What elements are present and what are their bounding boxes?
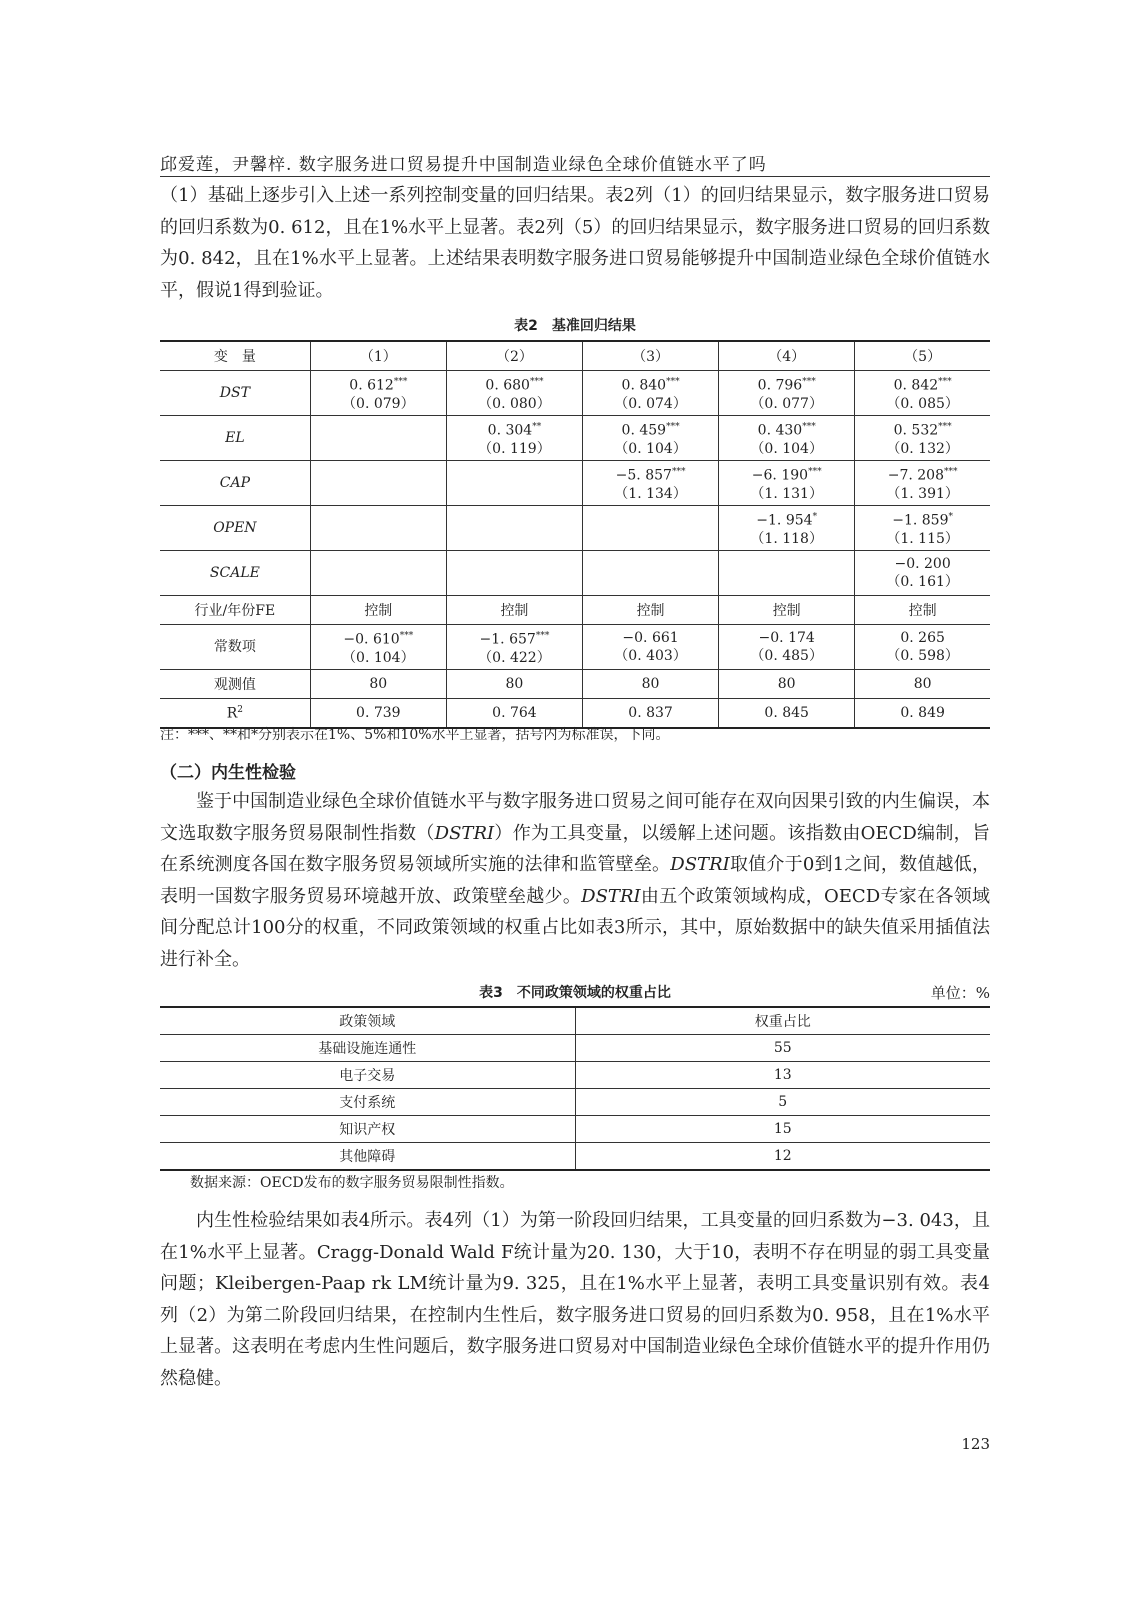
std-error: （1. 118） bbox=[750, 530, 823, 547]
table-header-cell: 权重占比 bbox=[575, 1007, 990, 1035]
table-cell: 80 bbox=[855, 670, 990, 699]
significance-stars: *** bbox=[808, 467, 822, 478]
coef-value: −1. 859* bbox=[892, 512, 953, 529]
coef-value: 0. 680*** bbox=[485, 377, 544, 394]
std-error: （1. 131） bbox=[750, 485, 823, 502]
table-cell bbox=[855, 551, 990, 596]
table3-policy-weights bbox=[160, 1006, 990, 1171]
table-cell bbox=[446, 371, 582, 416]
table-cell bbox=[446, 461, 582, 506]
table-row bbox=[160, 1062, 990, 1089]
endo-paragraph bbox=[160, 786, 990, 975]
table-cell: 控制 bbox=[583, 596, 719, 625]
table-row bbox=[160, 1116, 990, 1143]
coef-value: 0. 265 bbox=[900, 630, 945, 646]
table-cell: 80 bbox=[719, 670, 855, 699]
table-row bbox=[160, 506, 990, 551]
endo-text: 鉴于中国制造业绿色全球价值链水平与数字服务进口贸易之间可能存在双向因果引致的内生偏误，本文选取数字服务贸易限制性指数（DSTRI）作为工具变量，以缓解上述问题。该指数由OECD编制，旨在系统测度各国在数字服务贸易领域所实施的法律和监管壁垒。DSTRI取值介于0到1之间，数值越低，表明一国数字服务贸易环境越开放、政策壁垒越少。DSTRI由五个政策领域构成，OECD专家在各领域间分配总计100分的权重，不同政策领域的权重占比如表3所示，其中，原始数据中的缺失值采用插值法进行补全。 bbox=[160, 791, 991, 970]
significance-stars: *** bbox=[938, 422, 952, 433]
table-cell bbox=[719, 461, 855, 506]
running-header: 邱爱莲，尹馨梓. 数字服务进口贸易提升中国制造业绿色全球价值链水平了吗 bbox=[160, 155, 767, 175]
significance-stars: *** bbox=[399, 631, 414, 642]
table-cell bbox=[583, 371, 719, 416]
dstri-term: DSTRI bbox=[581, 885, 641, 907]
table-cell bbox=[583, 461, 719, 506]
table-header-cell: 政策领域 bbox=[160, 1007, 575, 1035]
table-row bbox=[160, 670, 990, 699]
std-error: （0. 074） bbox=[614, 395, 687, 412]
variable-name: CAP bbox=[160, 461, 310, 506]
row-label: 行业/年份FE bbox=[160, 596, 310, 625]
table-cell bbox=[310, 416, 446, 461]
table-cell: 5 bbox=[575, 1089, 990, 1116]
coef-value: −6. 190*** bbox=[751, 467, 822, 484]
table-cell: 0. 764 bbox=[446, 699, 582, 729]
table-cell: 0. 837 bbox=[583, 699, 719, 729]
table-cell bbox=[583, 625, 719, 670]
table-cell: 控制 bbox=[855, 596, 990, 625]
table-cell: 支付系统 bbox=[160, 1089, 575, 1116]
coef-value: 0. 430*** bbox=[757, 422, 816, 439]
table-cell: 控制 bbox=[719, 596, 855, 625]
table-header-cell: 变 量 bbox=[160, 341, 310, 371]
table-row bbox=[160, 551, 990, 596]
result-text: 内生性检验结果如表4所示。表4列（1）为第一阶段回归结果，工具变量的回归系数为−3. 043，且在1%水平上显著。Cragg-Donald Wald F统计量为20. 130，大于10，表明不存在明显的弱工具变量问题；Kleibergen-Paap rk LM统计量为9. 325，且在1%水平上显著，表明工具变量识别有效。表4列（2）为第二阶段回归结果，在控制内生性后，数字服务进口贸易的回归系数为0. 958，且在1%水平上显著。这表明在考虑内生性问题后，数字服务进口贸易对中国制造业绿色全球价值链水平的提升作用仍然稳健。 bbox=[160, 1210, 990, 1389]
coef-value: −7. 208*** bbox=[887, 467, 958, 484]
table-header-cell: （5） bbox=[855, 341, 990, 371]
table-cell bbox=[310, 461, 446, 506]
table-cell bbox=[719, 551, 855, 596]
significance-stars: *** bbox=[671, 467, 686, 478]
table-cell bbox=[855, 461, 990, 506]
table-cell bbox=[855, 506, 990, 551]
coef-value: −0. 200 bbox=[894, 556, 951, 572]
table-row bbox=[160, 461, 990, 506]
std-error: （0. 080） bbox=[478, 395, 551, 412]
table3-source: 数据来源：OECD发布的数字服务贸易限制性指数。 bbox=[190, 1175, 514, 1191]
table-header-cell: （2） bbox=[446, 341, 582, 371]
table-header-cell: （1） bbox=[310, 341, 446, 371]
r2-superscript: 2 bbox=[237, 704, 244, 715]
table-row bbox=[160, 1089, 990, 1116]
table2-baseline-regression bbox=[160, 340, 990, 729]
table2-note: 注：***、**和*分别表示在1%、5%和10%水平上显著，括号内为标准误，下同。 bbox=[160, 727, 670, 743]
significance-stars: *** bbox=[666, 377, 680, 388]
intro-paragraph bbox=[160, 180, 990, 306]
page-number: 123 bbox=[961, 1435, 990, 1453]
table-cell: 80 bbox=[583, 670, 719, 699]
std-error: （0. 104） bbox=[750, 440, 823, 457]
table-row bbox=[160, 1035, 990, 1062]
table-row bbox=[160, 1143, 990, 1171]
table-cell: 0. 739 bbox=[310, 699, 446, 729]
coef-value: −5. 857*** bbox=[615, 467, 686, 484]
table-cell bbox=[310, 551, 446, 596]
coef-value: 0. 796*** bbox=[757, 377, 816, 394]
variable-name: OPEN bbox=[160, 506, 310, 551]
std-error: （0. 104） bbox=[614, 440, 687, 457]
table-cell: 12 bbox=[575, 1143, 990, 1171]
table-cell bbox=[446, 551, 582, 596]
table-cell: 13 bbox=[575, 1062, 990, 1089]
table-header-row bbox=[160, 1007, 990, 1035]
table-cell bbox=[583, 506, 719, 551]
table-cell: 其他障碍 bbox=[160, 1143, 575, 1171]
table-cell bbox=[583, 551, 719, 596]
result-paragraph bbox=[160, 1205, 990, 1394]
variable-name: DST bbox=[160, 371, 310, 416]
std-error: （0. 422） bbox=[478, 649, 551, 666]
table2-caption: 表2 基准回归结果 bbox=[514, 318, 636, 334]
std-error: （0. 403） bbox=[614, 648, 687, 664]
header-rule bbox=[160, 176, 990, 177]
table-row bbox=[160, 416, 990, 461]
significance-stars: *** bbox=[393, 377, 408, 388]
std-error: （0. 104） bbox=[342, 649, 415, 666]
std-error: （1. 134） bbox=[614, 485, 687, 502]
table-cell bbox=[310, 625, 446, 670]
table-row bbox=[160, 625, 990, 670]
table-cell: 80 bbox=[310, 670, 446, 699]
std-error: （0. 079） bbox=[342, 395, 415, 412]
table-header-cell: （4） bbox=[719, 341, 855, 371]
table-cell bbox=[855, 625, 990, 670]
table-cell: 55 bbox=[575, 1035, 990, 1062]
significance-stars: *** bbox=[529, 377, 544, 388]
table-cell bbox=[719, 371, 855, 416]
coef-value: −1. 657*** bbox=[479, 631, 550, 648]
std-error: （1. 391） bbox=[886, 485, 959, 502]
table-row bbox=[160, 371, 990, 416]
coef-value: 0. 612*** bbox=[349, 377, 408, 394]
table-cell bbox=[310, 506, 446, 551]
table-cell: 15 bbox=[575, 1116, 990, 1143]
table-cell: 电子交易 bbox=[160, 1062, 575, 1089]
table-cell: 基础设施连通性 bbox=[160, 1035, 575, 1062]
coef-value: 0. 842*** bbox=[893, 377, 952, 394]
variable-name: SCALE bbox=[160, 551, 310, 596]
table-header-row bbox=[160, 341, 990, 371]
coef-value: 0. 532*** bbox=[893, 422, 952, 439]
significance-stars: *** bbox=[802, 422, 816, 433]
std-error: （1. 115） bbox=[886, 530, 959, 547]
std-error: （0. 598） bbox=[886, 648, 959, 664]
intro-text: （1）基础上逐步引入上述一系列控制变量的回归结果。表2列（1）的回归结果显示，数字服务进口贸易的回归系数为0. 612，且在1%水平上显著。表2列（5）的回归结果显示，数字服务进口贸易的回归系数为0. 842，且在1%水平上显著。上述结果表明数字服务进口贸易能够提升中国制造业绿色全球价值链水平，假说1得到验证。 bbox=[160, 185, 990, 301]
table-cell bbox=[446, 416, 582, 461]
table-cell bbox=[310, 371, 446, 416]
table-cell bbox=[855, 416, 990, 461]
table-cell: 控制 bbox=[446, 596, 582, 625]
significance-stars: ** bbox=[532, 422, 542, 433]
table-cell bbox=[719, 625, 855, 670]
table-cell bbox=[719, 506, 855, 551]
coef-value: 0. 304** bbox=[487, 422, 542, 439]
dstri-term: DSTRI bbox=[670, 854, 730, 875]
std-error: （0. 485） bbox=[750, 648, 823, 664]
variable-name: EL bbox=[160, 416, 310, 461]
std-error: （0. 119） bbox=[478, 440, 551, 457]
row-label: 观测值 bbox=[160, 670, 310, 699]
coef-value: −0. 610*** bbox=[343, 631, 414, 648]
significance-stars: *** bbox=[535, 631, 550, 642]
table-cell bbox=[446, 506, 582, 551]
row-label: 常数项 bbox=[160, 625, 310, 670]
table-header-cell: （3） bbox=[583, 341, 719, 371]
table-cell bbox=[719, 416, 855, 461]
table-cell: 0. 849 bbox=[855, 699, 990, 729]
std-error: （0. 077） bbox=[750, 395, 823, 412]
std-error: （0. 085） bbox=[886, 395, 959, 412]
table-cell: 80 bbox=[446, 670, 582, 699]
table-cell: 0. 845 bbox=[719, 699, 855, 729]
coef-value: −0. 174 bbox=[758, 630, 815, 646]
table-cell bbox=[446, 625, 582, 670]
significance-stars: *** bbox=[802, 377, 816, 388]
coef-value: 0. 459*** bbox=[621, 422, 680, 439]
table-cell bbox=[583, 416, 719, 461]
table3-caption: 表3 不同政策领域的权重占比 bbox=[479, 985, 671, 1001]
significance-stars: *** bbox=[666, 422, 680, 433]
row-label: $R^2$ bbox=[160, 699, 310, 729]
dstri-term: DSTRI bbox=[434, 822, 495, 844]
coef-value: 0. 840*** bbox=[621, 377, 680, 394]
std-error: （0. 132） bbox=[886, 440, 959, 457]
section-title: （二）内生性检验 bbox=[160, 763, 296, 783]
table3-unit: 单位：% bbox=[930, 984, 990, 1002]
table-row bbox=[160, 596, 990, 625]
coef-value: −1. 954* bbox=[756, 512, 818, 529]
table-cell bbox=[855, 371, 990, 416]
significance-stars: *** bbox=[944, 467, 958, 478]
coef-value: −0. 661 bbox=[622, 630, 679, 646]
significance-stars: *** bbox=[938, 377, 952, 388]
table-cell: 知识产权 bbox=[160, 1116, 575, 1143]
significance-stars: * bbox=[948, 512, 953, 523]
table-cell: 控制 bbox=[310, 596, 446, 625]
significance-stars: * bbox=[812, 512, 818, 523]
std-error: （0. 161） bbox=[886, 574, 959, 590]
